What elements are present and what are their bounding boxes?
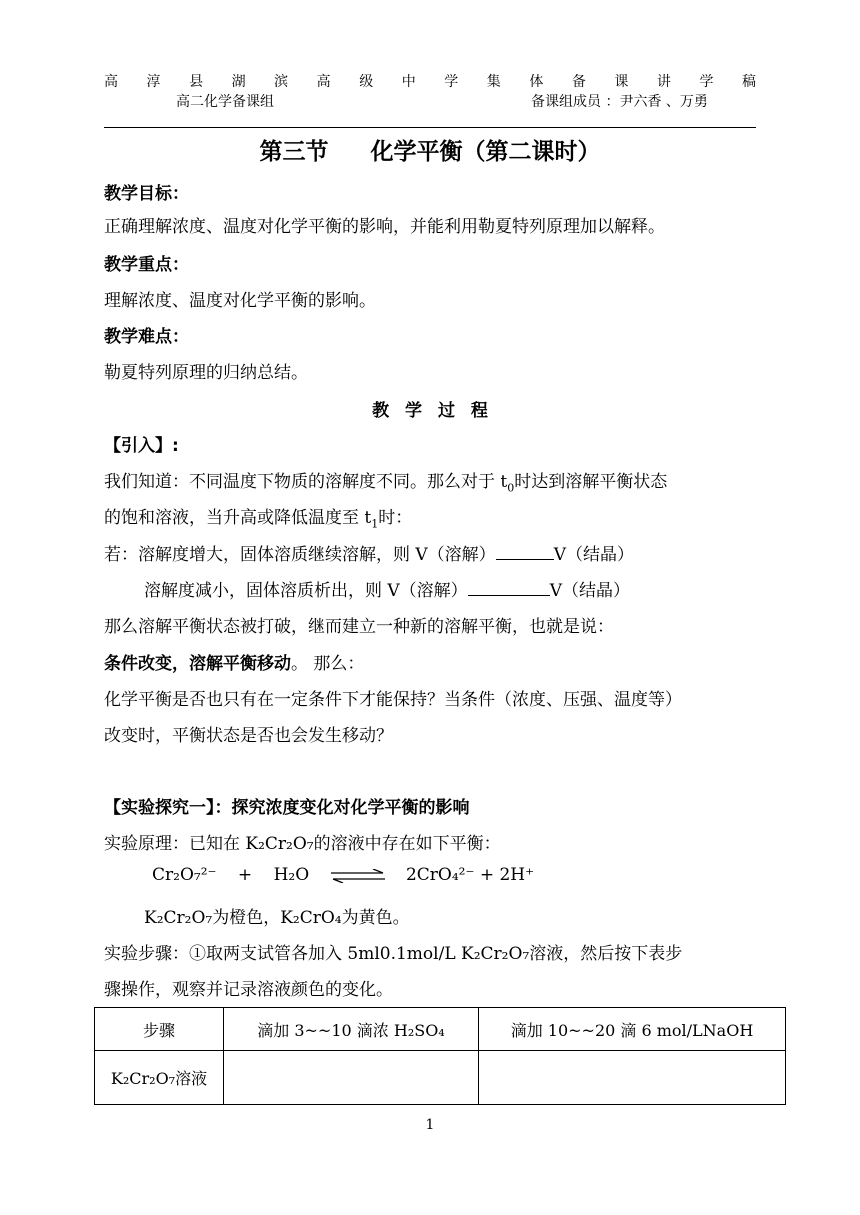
section-number: 第三节 (259, 139, 329, 165)
header-char: 高 (316, 74, 331, 90)
difficulties-text: 勒夏特列原理的归纳总结。 (104, 363, 308, 383)
color-note: K₂Cr₂O₇为橙色，K₂CrO₄为黄色。 (144, 908, 410, 928)
conclusion: 条件改变，溶解平衡移动。 那么： (104, 654, 365, 674)
answer-blank-1[interactable] (496, 542, 554, 560)
header-char: 体 (529, 74, 544, 90)
key-points-text: 理解浓度、温度对化学平衡的影响。 (104, 291, 376, 311)
header-char: 稿 (741, 74, 756, 90)
objectives-text: 正确理解浓度、温度对化学平衡的影响，并能利用勒夏特列原理加以解释。 (104, 217, 665, 237)
header-char: 高 (104, 74, 118, 90)
answer-blank-2[interactable] (468, 578, 550, 596)
prep-group: 高二化学备课组 (176, 94, 274, 110)
header-char: 湖 (231, 74, 246, 90)
group-members: 备课组成员 ：尹六香 、万勇 (531, 94, 708, 110)
question-line-2: 改变时，平衡状态是否也会发生移动？ (104, 726, 393, 746)
page-title (0, 133, 860, 166)
experiment-principle: 实验原理：已知在 K₂Cr₂O₇的溶液中存在如下平衡： (104, 834, 501, 854)
lesson-topic: 化学平衡（第二课时） (370, 139, 601, 165)
conclusion-bold: 条件改变，溶解平衡移动 (104, 654, 291, 674)
table-row-label: K₂Cr₂O₇溶液 (95, 1051, 224, 1105)
header-rule (104, 127, 756, 128)
header-char: 滨 (274, 74, 289, 90)
school-header (104, 71, 756, 91)
header-char: 课 (614, 74, 629, 90)
table-cell-h2so4-result[interactable] (224, 1051, 479, 1105)
header-char: 集 (486, 74, 501, 90)
header-char: 备 (571, 74, 586, 90)
experiment-heading: 【实验探究一】：探究浓度变化对化学平衡的影响 (104, 798, 470, 818)
header-char: 讲 (656, 74, 671, 90)
case-decrease: 溶解度减小，固体溶质析出，则 V（溶解） V（结晶） (144, 576, 630, 601)
intro-line-1: 我们知道：不同温度下物质的溶解度不同。那么对于 $t_0$时达到溶解平衡状态 (104, 472, 668, 495)
intro-line-2: 的饱和溶液，当升高或降低温度至 $t_1$时： (104, 508, 413, 531)
chemical-equation: Cr₂O₇²⁻ + H₂O 2CrO₄²⁻ + 2H⁺ (152, 865, 535, 885)
header-char: 级 (359, 74, 374, 90)
process-title: 教 学 过 程 (372, 401, 488, 421)
case-increase: 若：溶解度增大，固体溶质继续溶解，则 V（溶解） V（结晶） (104, 540, 634, 565)
header-char: 中 (401, 74, 416, 90)
objectives-label: 教学目标： (104, 184, 189, 204)
header-char: 县 (189, 74, 204, 90)
page-number: 1 (425, 1117, 435, 1133)
intro-label: 【引入】: (104, 436, 179, 456)
header-char: 淳 (146, 74, 161, 90)
steps-line-1: 实验步骤：①取两支试管各加入 5ml0.1mol/L K₂Cr₂O₇溶液，然后按下表步 (104, 944, 683, 964)
equilibrium-arrow-icon (329, 869, 387, 883)
question-line-1: 化学平衡是否也只有在一定条件下才能保持？当条件（浓度、压强、温度等） (104, 690, 682, 710)
table-header-h2so4: 滴加 3~~10 滴浓 H₂SO₄ (224, 1008, 479, 1051)
header-char: 学 (699, 74, 714, 90)
table-header-step: 步骤 (95, 1008, 224, 1051)
steps-line-2: 骤操作，观察并记录溶液颜色的变化。 (104, 980, 393, 1000)
table-cell-naoh-result[interactable] (479, 1051, 786, 1105)
key-points-label: 教学重点： (104, 255, 189, 275)
difficulties-label: 教学难点： (104, 327, 189, 347)
table-header-naoh: 滴加 10~~20 滴 6 mol/LNaOH (479, 1008, 786, 1051)
equilibrium-broken: 那么溶解平衡状态被打破，继而建立一种新的溶解平衡，也就是说： (104, 617, 614, 637)
experiment-table (94, 1007, 786, 1105)
header-char: 学 (444, 74, 459, 90)
